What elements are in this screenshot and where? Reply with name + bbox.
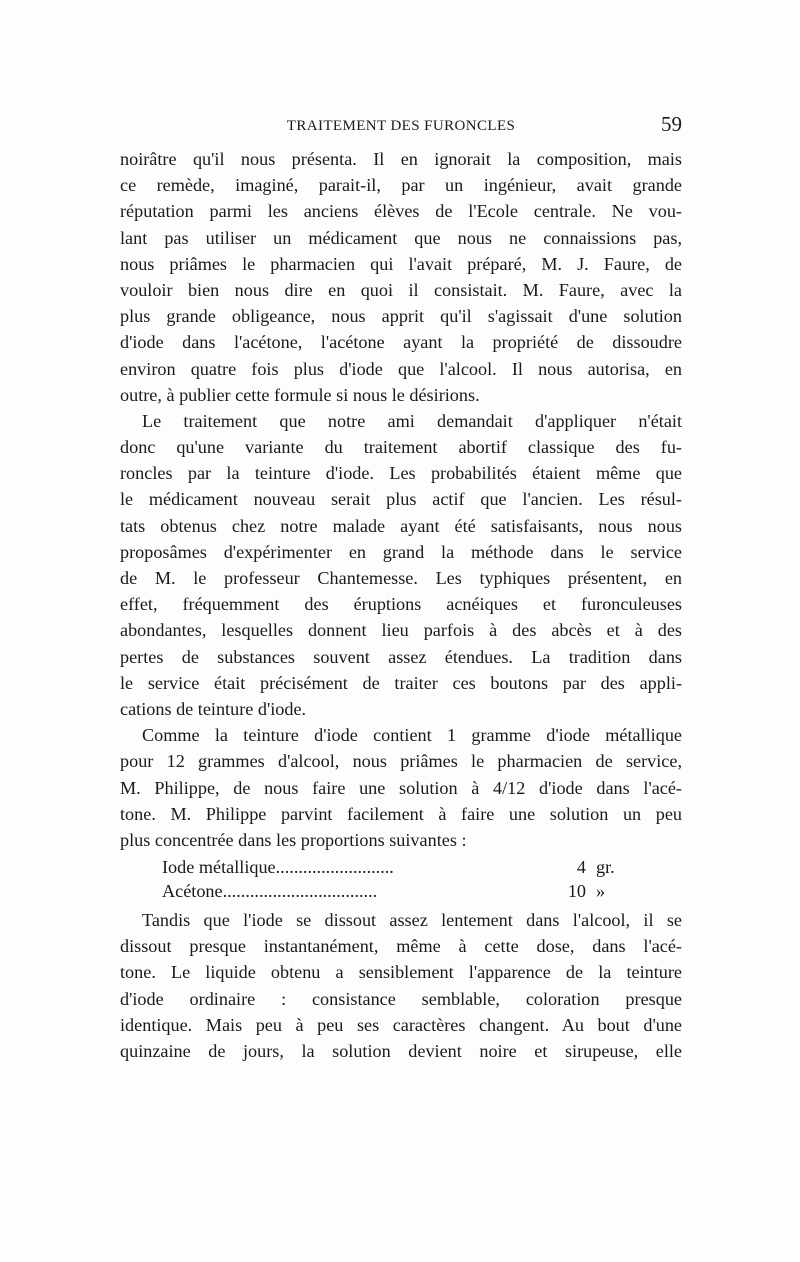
text-line: lant pas utiliser un médicament que nous ne connaissions pas, bbox=[120, 227, 682, 248]
formula-table bbox=[120, 855, 682, 903]
text-line: plus grande obligeance, nous apprit qu'il s'agissait d'une solution bbox=[120, 306, 682, 327]
text-line: Le traitement que notre ami demandait d'appliquer n'était bbox=[142, 410, 682, 431]
text-line: réputation parmi les anciens élèves de l'Ecole centrale. Ne vou- bbox=[120, 201, 682, 222]
text-line: identique. Mais peu à peu ses caractères changent. Au bout d'une bbox=[120, 1014, 682, 1035]
text-line: quinzaine de jours, la solution devient noire et sirupeuse, elle bbox=[120, 1041, 682, 1061]
text-line: nous priâmes le pharmacien qui l'avait préparé, M. J. Faure, de bbox=[120, 253, 682, 274]
text-line: donc qu'une variante du traitement abortif classique des fu- bbox=[120, 437, 682, 458]
text-line: roncles par la teinture d'iode. Les probabilités étaient même que bbox=[120, 463, 682, 484]
text-line: pertes de substances souvent assez étendues. La tradition dans bbox=[120, 646, 682, 667]
formula-unit: » bbox=[596, 881, 606, 902]
text-line: Comme la teinture d'iode contient 1 gramme d'iode métallique bbox=[142, 725, 682, 746]
text-line: d'iode dans l'acétone, l'acétone ayant la propriété de dissoudre bbox=[120, 332, 682, 353]
text-line: tats obtenus chez notre malade ayant été satisfaisants, nous nous bbox=[120, 515, 682, 536]
text-line: le médicament nouveau serait plus actif que l'ancien. Les résul- bbox=[120, 489, 682, 510]
running-title: TRAITEMENT DES FURONCLES bbox=[286, 118, 516, 134]
text-line: Tandis que l'iode se dissout assez lentement dans l'alcool, il se bbox=[142, 910, 682, 931]
formula-row bbox=[120, 855, 682, 879]
text-line: noirâtre qu'il nous présenta. Il en ignorait la composition, mais bbox=[120, 149, 682, 169]
text-line: ce remède, imaginé, parait-il, par un ingénieur, avait grande bbox=[120, 175, 682, 196]
formula-quantity: 4 bbox=[576, 857, 586, 878]
text-line: M. Philippe, de nous faire une solution à 4/12 d'iode dans l'acé- bbox=[120, 777, 682, 798]
text-line: abondantes, lesquelles donnent lieu parfois à des abcès et à des bbox=[120, 620, 682, 641]
text-line: dissout presque instantanément, même à cette dose, dans l'acé- bbox=[120, 936, 682, 957]
text-line: plus concentrée dans les proportions suivantes : bbox=[120, 829, 467, 850]
page-number: 59 bbox=[661, 112, 682, 136]
paragraph-2 bbox=[120, 408, 682, 722]
formula-ingredient: Iode métallique.......................... bbox=[162, 857, 394, 878]
text-line: vouloir bien nous dire en quoi il consistait. M. Faure, avec la bbox=[120, 279, 682, 300]
text-line: tone. Le liquide obtenu a sensiblement l'apparence de la teinture bbox=[120, 962, 682, 983]
text-line: d'iode ordinaire : consistance semblable, coloration presque bbox=[120, 988, 682, 1009]
text-line: de M. le professeur Chantemesse. Les typhiques présentent, en bbox=[120, 568, 682, 588]
text-line: outre, à publier cette formule si nous le désirions. bbox=[120, 384, 480, 405]
formula-unit: gr. bbox=[596, 857, 615, 878]
text-line: pour 12 grammes d'alcool, nous priâmes le pharmacien de service, bbox=[120, 751, 682, 772]
text-line: cations de teinture d'iode. bbox=[120, 698, 307, 719]
paragraph-4 bbox=[120, 907, 682, 1064]
text-line: environ quatre fois plus d'iode que l'alcool. Il nous autorisa, en bbox=[120, 358, 682, 379]
formula-ingredient: Acétone.................................. bbox=[162, 881, 378, 902]
formula-quantity: 10 bbox=[567, 881, 586, 902]
formula-row bbox=[120, 879, 682, 903]
text-line: proposâmes d'expérimenter en grand la méthode dans le service bbox=[120, 541, 682, 562]
running-head bbox=[120, 112, 682, 142]
text-line: le service était précisément de traiter ces boutons par des appli- bbox=[120, 672, 682, 693]
paragraph-1 bbox=[120, 146, 682, 408]
text-line: tone. M. Philippe parvint facilement à faire une solution un peu bbox=[120, 803, 682, 824]
text-line: effet, fréquemment des éruptions acnéiques et furonculeuses bbox=[120, 594, 682, 615]
paragraph-3 bbox=[120, 722, 682, 853]
body-text bbox=[120, 146, 682, 1064]
